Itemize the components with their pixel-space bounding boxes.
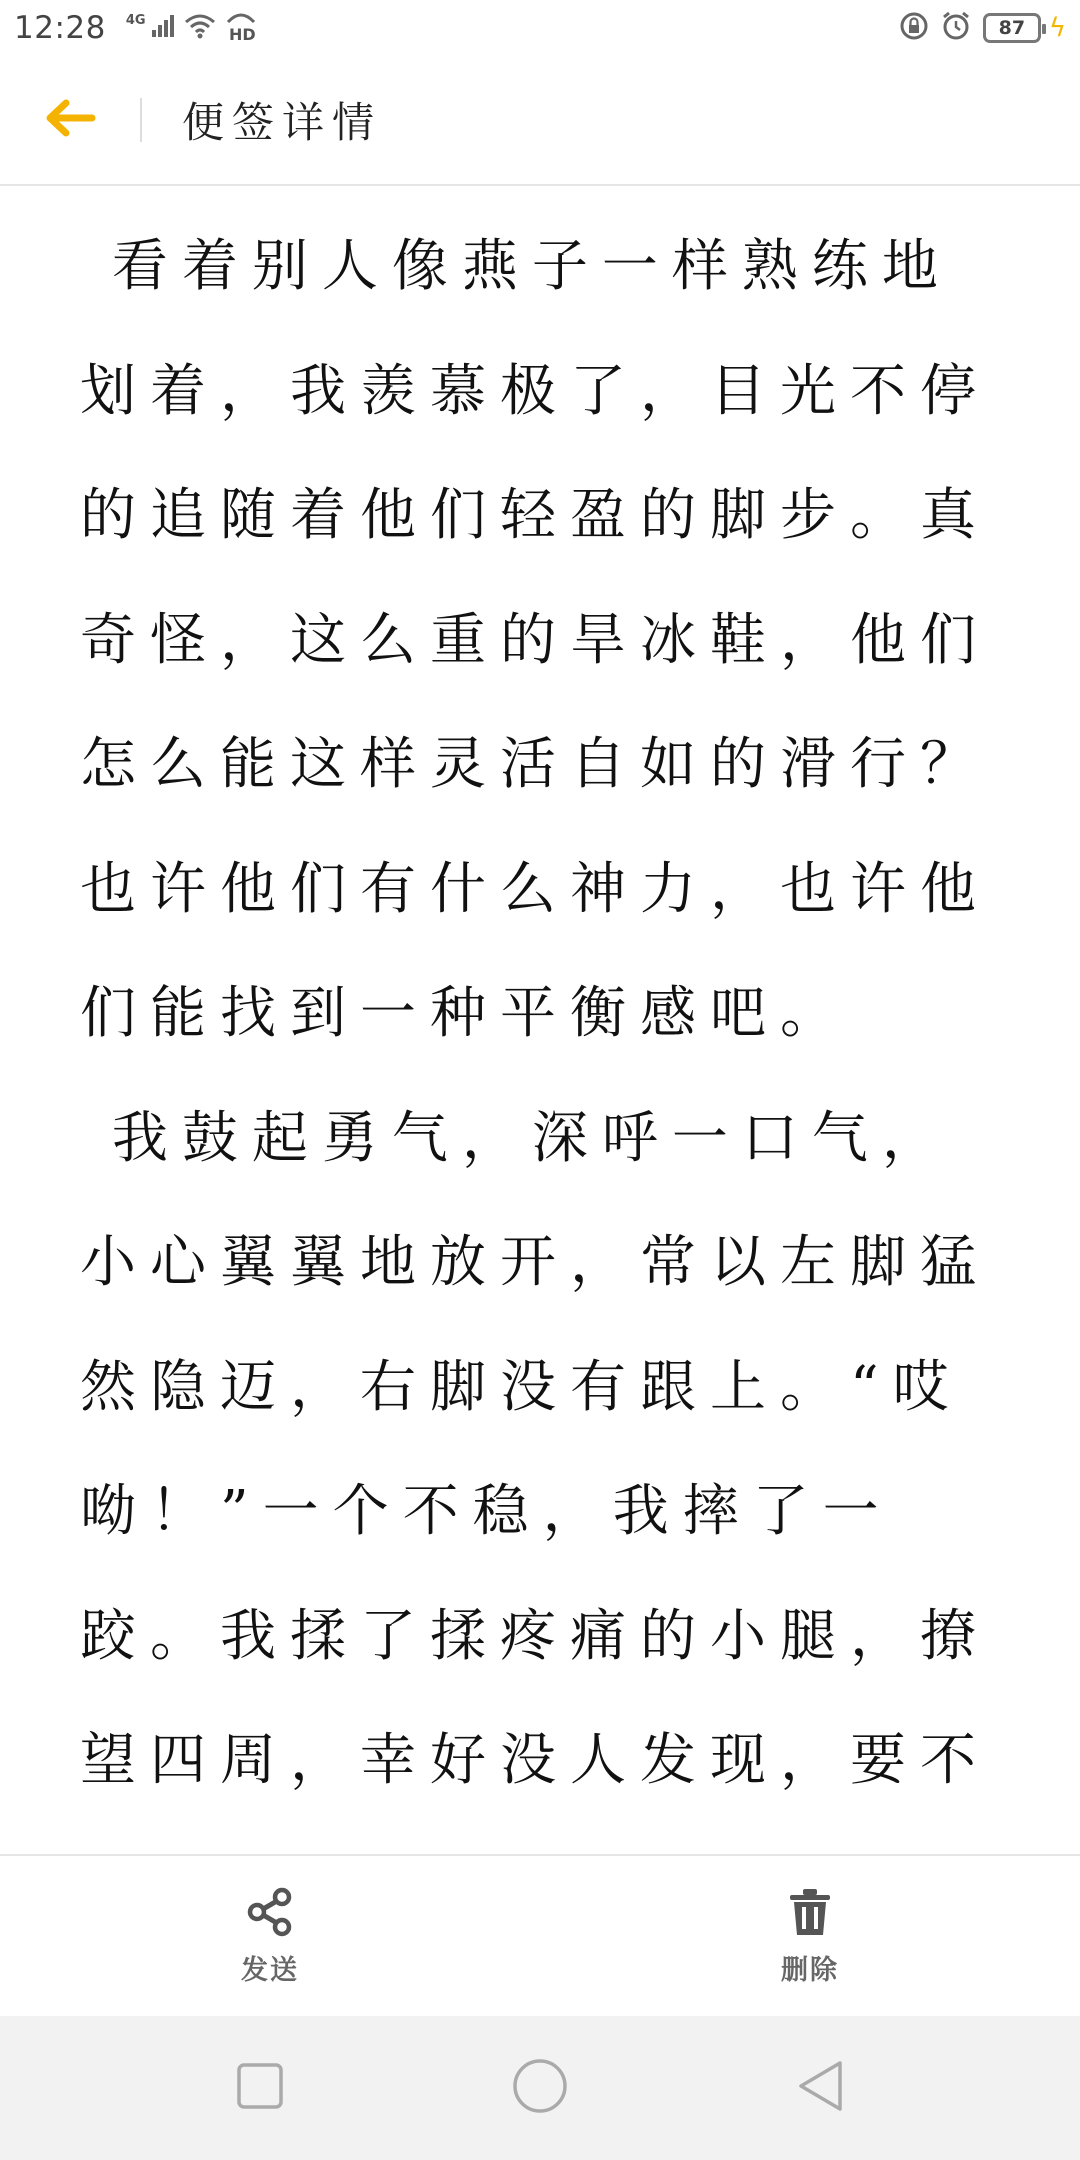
- share-icon: [244, 1886, 296, 1942]
- lock-rotation-icon: [899, 11, 929, 45]
- alarm-icon: [941, 11, 971, 45]
- hd-label: HD: [228, 25, 256, 42]
- action-bar: [0, 1854, 1080, 2016]
- delete-label: 删除: [781, 1954, 839, 1986]
- wifi-icon: [184, 13, 216, 43]
- send-label: 发送: [241, 1954, 299, 1986]
- recent-apps-icon: [236, 2062, 284, 2114]
- title-divider: [140, 98, 142, 142]
- status-time: 12:28: [14, 10, 106, 46]
- recent-apps-button[interactable]: [215, 2043, 305, 2133]
- page-title: 便签详情: [182, 98, 383, 147]
- trash-icon: [784, 1886, 836, 1942]
- home-button[interactable]: [495, 2043, 585, 2133]
- delete-button[interactable]: [540, 1856, 1080, 2016]
- charging-icon: ϟ: [1048, 13, 1066, 43]
- arrow-left-icon: [44, 98, 96, 142]
- back-button[interactable]: [0, 55, 140, 185]
- title-bar: [0, 56, 1080, 186]
- battery-level: 87: [998, 17, 1026, 39]
- send-button[interactable]: [0, 1856, 540, 2016]
- hd-icon: [224, 10, 258, 46]
- note-paragraph: 看着别人像燕子一样熟练地划着，我羡慕极了，目光不停的追随着他们轻盈的脚步。真奇怪，这么重的旱冰鞋，他们怎么能这样灵活自如的滑行？也许他们有什么神力，也许他们能找到一种平衡感吧。: [80, 234, 990, 1046]
- network-type: 4G: [125, 12, 146, 28]
- note-content[interactable]: [80, 205, 1000, 1845]
- navigation-bar: [0, 2016, 1080, 2160]
- signal-icon: [150, 13, 176, 43]
- status-bar: [0, 0, 1080, 56]
- nav-back-button[interactable]: [775, 2043, 865, 2133]
- note-paragraph: 我鼓起勇气，深呼一口气，小心翼翼地放开，常以左脚猛然隐迈，右脚没有跟上。“哎呦！”一个不稳，我摔了一跤。我揉了揉疼痛的小腿，撩望四周，幸好没人发现，要不: [80, 1105, 990, 1793]
- home-icon: [511, 2057, 569, 2119]
- battery-icon: [983, 13, 1041, 43]
- back-icon: [795, 2059, 845, 2117]
